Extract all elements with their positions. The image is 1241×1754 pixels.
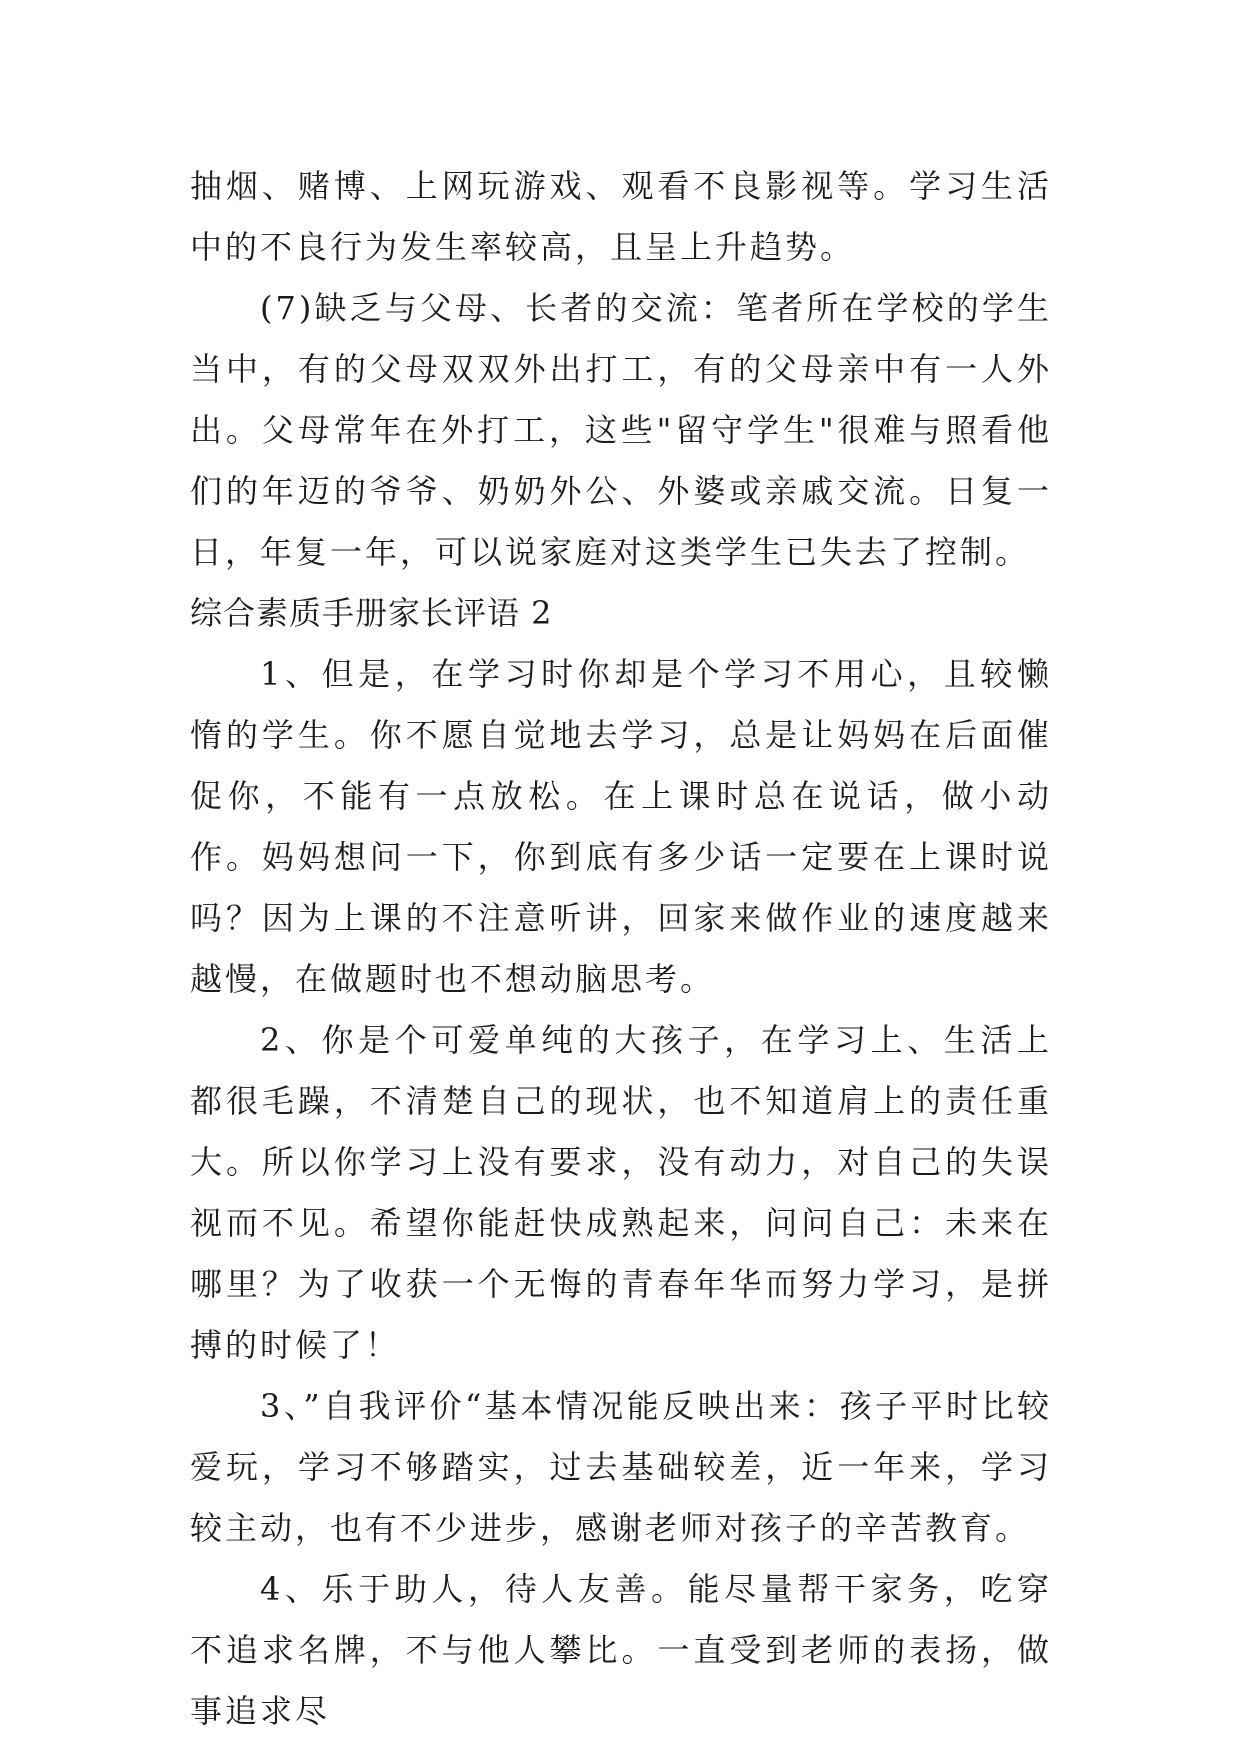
comment-item-3: 3、”自我评价“基本情况能反映出来：孩子平时比较爱玩，学习不够踏实，过去基础较差，近一年来，学习较主动，也有不少进步，感谢老师对孩子的辛苦教育。 bbox=[190, 1387, 1052, 1547]
document-body bbox=[190, 156, 1052, 1742]
point-7-paragraph: (7)缺乏与父母、长者的交流：笔者所在学校的学生当中，有的父母双双外出打工，有的父母亲中有一人外出。父母常年在外打工，这些"留守学生"很难与照看他们的年迈的爷爷、奶奶外公、外婆或亲戚交流。日复一日，年复一年，可以说家庭对这类学生已失去了控制。 bbox=[190, 289, 1052, 571]
comment-item-4: 4、乐于助人，待人友善。能尽量帮干家务，吃穿不追求名牌，不与他人攀比。一直受到老师的表扬，做事追求尽 bbox=[190, 1570, 1052, 1730]
comment-item-2: 2、你是个可爱单纯的大孩子，在学习上、生活上都很毛躁，不清楚自己的现状，也不知道肩上的责任重大。所以你学习上没有要求，没有动力，对自己的失误视而不见。希望你能赶快成熟起来，问问自己：未来在哪里？为了收获一个无悔的青春年华而努力学习，是拼搏的时候了！ bbox=[190, 1021, 1052, 1364]
comment-item-1: 1、但是，在学习时你却是个学习不用心，且较懒惰的学生。你不愿自觉地去学习，总是让妈妈在后面催促你，不能有一点放松。在上课时总在说话，做小动作。妈妈想问一下，你到底有多少话一定要在上课时说吗？因为上课的不注意听讲，回家来做作业的速度越来越慢，在做题时也不想动脑思考。 bbox=[190, 655, 1052, 998]
continuation-paragraph: 抽烟、赌博、上网玩游戏、观看不良影视等。学习生活中的不良行为发生率较高，且呈上升趋势。 bbox=[190, 167, 1052, 266]
section-heading: 综合素质手册家长评语 2 bbox=[190, 594, 553, 632]
